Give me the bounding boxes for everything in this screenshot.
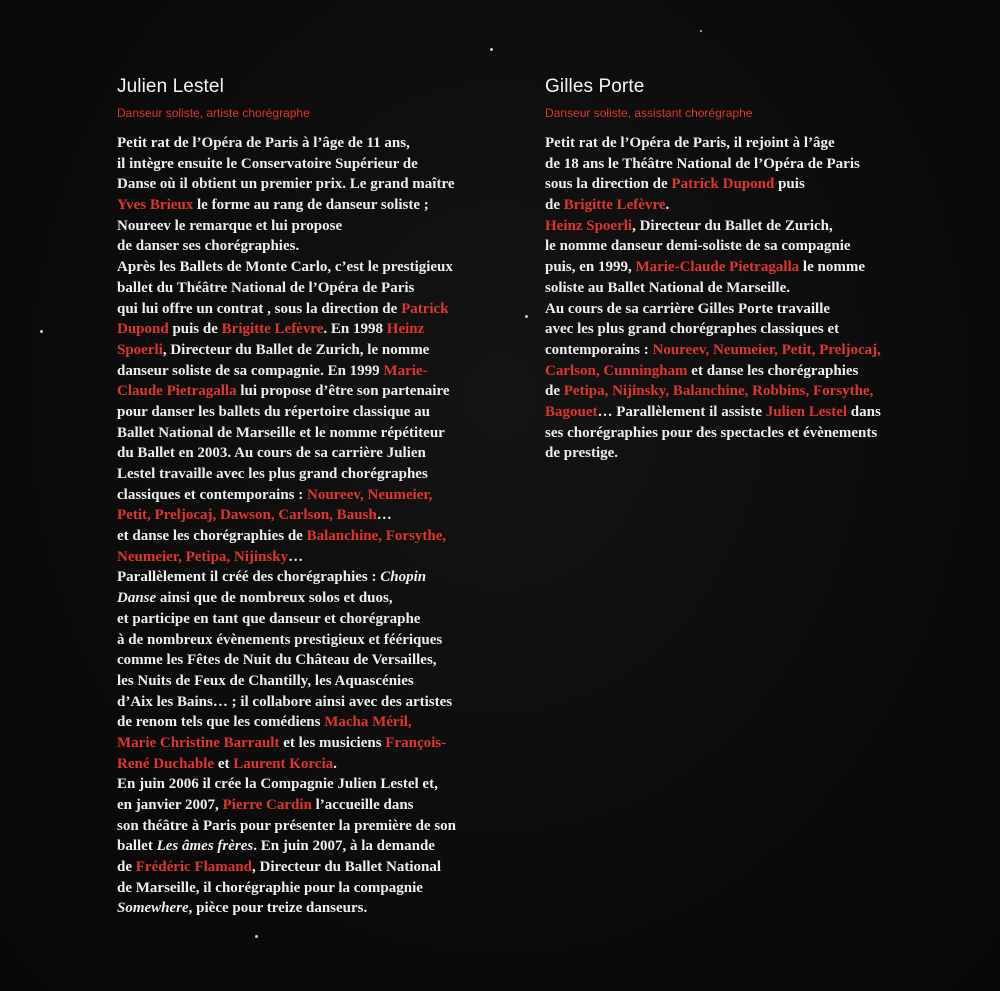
highlighted-name: Patrick Dupond <box>671 176 775 193</box>
text-segment: . En 1998 <box>323 321 387 338</box>
bio-line <box>545 443 945 464</box>
text-segment: de renom tels que les comédiens <box>117 714 325 731</box>
text-segment: ses chorégraphies pour des spectacles et évènements <box>545 424 878 441</box>
bio-line <box>545 236 945 257</box>
text-segment: le nomme <box>799 259 865 276</box>
text-segment: de prestige. <box>545 445 619 462</box>
bio-line <box>117 361 497 382</box>
bio-line <box>117 443 497 464</box>
scan-speck <box>490 48 493 51</box>
text-segment: … <box>288 548 304 565</box>
text-segment: Lestel travaille avec les plus grand chorégraphes <box>117 466 428 482</box>
bio-line <box>117 195 497 216</box>
highlighted-name: Yves Brieux <box>117 197 194 214</box>
highlighted-name: François- <box>385 734 447 751</box>
highlighted-name: Balanchine, Forsythe, <box>306 528 447 545</box>
text-segment: … <box>376 507 392 524</box>
text-segment: lui propose d’être son partenaire <box>236 383 450 400</box>
text-segment: d’Aix les Bains… ; il collabore ainsi avec des artistes <box>117 693 453 710</box>
bio-line <box>117 878 497 899</box>
bio-line <box>117 857 497 878</box>
bio-line <box>117 154 497 175</box>
bio-line <box>117 671 497 692</box>
highlighted-name: Petit, Preljocaj, Dawson, Carlson, Baush <box>117 507 377 524</box>
bio-line <box>117 423 497 444</box>
bio-line <box>545 423 945 444</box>
bio-line <box>117 816 497 837</box>
text-segment: puis de <box>168 321 222 338</box>
bio-line <box>117 712 497 733</box>
text-segment: le forme au rang de danseur soliste ; <box>193 197 429 214</box>
highlighted-name: Marie- <box>383 362 428 379</box>
bio-line <box>117 754 497 775</box>
bio-line <box>545 257 945 278</box>
bio-line <box>117 609 497 630</box>
highlighted-name: Claude Pietragalla <box>117 383 237 400</box>
biography-text <box>117 133 497 919</box>
text-segment: comme les Fêtes de Nuit du Château de Versailles, <box>117 652 437 669</box>
text-segment: son théâtre à Paris pour présenter la première de son <box>117 817 456 834</box>
text-segment: avec les plus grand chorégraphes classiques et <box>545 321 840 338</box>
text-segment: Après les Ballets de Monte Carlo, c’est le prestigieux <box>117 259 453 276</box>
text-segment: en janvier 2007, <box>117 797 223 813</box>
text-segment: Au cours de sa carrière Gilles Porte travaille <box>545 300 831 317</box>
text-segment: de <box>545 197 564 214</box>
text-segment: du Ballet en 2003. Au cours de sa carrière Julien <box>117 445 426 462</box>
text-segment: de Marseille, il chorégraphie pour la compagnie <box>117 879 423 896</box>
dancer-name: Gilles Porte <box>545 76 645 97</box>
text-segment: de 18 ans le Théâtre National de l’Opéra de Paris <box>545 155 860 172</box>
text-segment: Parallèlement il créé des chorégraphies : <box>117 569 381 586</box>
highlighted-name: Noureev, Neumeier, <box>307 486 433 503</box>
text-segment: et danse les chorégraphies de <box>117 528 307 545</box>
bio-line <box>117 567 497 588</box>
highlighted-name: Patrick <box>401 300 449 317</box>
bio-line <box>117 340 497 361</box>
bio-line <box>545 340 945 361</box>
text-segment: Ballet National de Marseille et le nomme répétiteur <box>117 424 445 441</box>
bio-line <box>117 795 497 816</box>
highlighted-name: Macha Méril, <box>324 714 412 731</box>
text-segment: classiques et contemporains : <box>117 486 307 503</box>
bio-line <box>545 299 945 320</box>
text-segment: de danser ses chorégraphies. <box>117 238 300 255</box>
bio-julien-lestel <box>117 76 497 919</box>
bio-line <box>545 174 945 195</box>
biography-text <box>545 133 945 464</box>
text-segment: soliste au Ballet National de Marseille. <box>545 279 790 296</box>
bio-line <box>117 257 497 278</box>
bio-line <box>117 630 497 651</box>
text-segment: Petit rat de l’Opéra de Paris à l’âge de 11 ans, <box>117 135 410 151</box>
highlighted-name: Heinz <box>386 321 425 338</box>
bio-line <box>117 733 497 754</box>
scan-speck <box>700 30 702 32</box>
italic-title: Les âmes frères <box>156 838 254 855</box>
text-segment: de <box>545 383 564 400</box>
highlighted-name: Neumeier, Petipa, Nijinsky <box>117 548 289 565</box>
bio-line <box>117 526 497 547</box>
bio-line <box>117 836 497 857</box>
text-segment: , pièce pour treize danseurs. <box>188 900 368 917</box>
highlighted-name: Brigitte Lefèvre <box>221 321 324 338</box>
bio-line <box>545 381 945 402</box>
bio-line <box>117 278 497 299</box>
bio-line <box>545 133 945 154</box>
scan-speck <box>255 935 258 938</box>
text-segment: les Nuits de Feux de Chantilly, les Aquascénies <box>117 672 414 689</box>
highlighted-name: Heinz Spoerli <box>545 217 633 234</box>
text-segment: à de nombreux évènements prestigieux et féériques <box>117 631 443 648</box>
highlighted-name: Bagouet <box>545 403 598 420</box>
italic-title: Danse <box>117 590 157 607</box>
highlighted-name: Carlson, Cunningham <box>545 362 688 379</box>
highlighted-name: Laurent Korcia <box>233 755 334 772</box>
text-segment: et <box>214 755 234 772</box>
text-segment: puis <box>774 176 805 193</box>
highlighted-name: Pierre Cardin <box>222 797 312 813</box>
text-segment: qui lui offre un contrat , sous la direction de <box>117 300 402 317</box>
text-segment: , Directeur du Ballet de Zurich, le nomme <box>162 341 430 358</box>
italic-title: Somewhere <box>117 900 189 917</box>
dancer-name: Julien Lestel <box>117 76 224 97</box>
text-segment: Petit rat de l’Opéra de Paris, il rejoint à l’âge <box>545 135 835 151</box>
bio-line <box>117 464 497 485</box>
text-segment: le nomme danseur demi-soliste de sa compagnie <box>545 238 851 255</box>
bio-line <box>117 299 497 320</box>
text-segment: dans <box>847 403 881 420</box>
text-segment: l’accueille dans <box>311 797 414 813</box>
bio-line <box>117 588 497 609</box>
bio-line <box>117 402 497 423</box>
text-segment: Danse où il obtient un premier prix. Le grand maître <box>117 176 455 193</box>
text-segment: ainsi que de nombreux solos et duos, <box>156 590 393 607</box>
text-segment: puis, en 1999, <box>545 259 636 276</box>
text-segment: et danse les chorégraphies <box>687 362 859 379</box>
scan-speck <box>525 315 528 318</box>
text-segment: Noureev le remarque et lui propose <box>117 217 343 234</box>
text-segment: et les musiciens <box>279 734 386 751</box>
bio-line <box>545 319 945 340</box>
text-segment: ballet <box>117 838 157 855</box>
text-segment: danseur soliste de sa compagnie. En 1999 <box>117 362 384 379</box>
text-segment: contemporains : <box>545 341 653 358</box>
highlighted-name: Dupond <box>117 321 169 338</box>
bio-line <box>117 236 497 257</box>
bio-line <box>117 319 497 340</box>
highlighted-name: Spoerli <box>117 341 163 358</box>
text-segment: . <box>333 755 337 772</box>
text-segment: et participe en tant que danseur et chorégraphe <box>117 610 421 627</box>
text-segment: En juin 2006 il crée la Compagnie Julien Lestel et, <box>117 776 438 793</box>
bio-line <box>117 133 497 154</box>
highlighted-name: Marie-Claude Pietragalla <box>635 259 800 276</box>
bio-gilles-porte <box>545 76 945 464</box>
bio-line <box>545 278 945 299</box>
bio-line <box>117 547 497 568</box>
bio-line <box>117 216 497 237</box>
text-segment: . <box>665 197 670 214</box>
dancer-role: Danseur soliste, assistant chorégraphe <box>545 106 753 120</box>
bio-line <box>117 650 497 671</box>
text-segment: ballet du Théâtre National de l’Opéra de Paris <box>117 279 415 296</box>
highlighted-name: Frédéric Flamand <box>135 859 252 876</box>
bio-line <box>117 505 497 526</box>
bio-line <box>545 361 945 382</box>
highlighted-name: Petipa, Nijinsky, Balanchine, Robbins, Forsythe, <box>563 383 874 400</box>
text-segment: de <box>117 859 136 876</box>
bio-line <box>117 174 497 195</box>
bio-line <box>545 216 945 237</box>
highlighted-name: René Duchable <box>117 755 215 772</box>
text-segment: … Parallèlement il assiste <box>597 403 766 420</box>
bio-line <box>117 898 497 919</box>
highlighted-name: Marie Christine Barrault <box>117 734 280 751</box>
text-segment: il intègre ensuite le Conservatoire Supérieur de <box>117 155 418 172</box>
bio-line <box>545 402 945 423</box>
scan-speck <box>40 330 43 333</box>
text-segment: , Directeur du Ballet National <box>251 859 442 876</box>
dancer-role: Danseur soliste, artiste chorégraphe <box>117 106 310 120</box>
bio-line <box>545 154 945 175</box>
highlighted-name: Noureev, Neumeier, Petit, Preljocaj, <box>652 341 881 358</box>
text-segment: sous la direction de <box>545 176 672 193</box>
bio-line <box>545 195 945 216</box>
text-segment: , Directeur du Ballet de Zurich, <box>632 217 833 234</box>
highlighted-name: Julien Lestel <box>765 403 848 420</box>
text-segment: pour danser les ballets du répertoire classique au <box>117 403 430 420</box>
italic-title: Chopin <box>380 569 427 586</box>
bio-line <box>117 774 497 795</box>
bio-line <box>117 692 497 713</box>
highlighted-name: Brigitte Lefèvre <box>563 197 666 214</box>
bio-line <box>117 381 497 402</box>
bio-line <box>117 485 497 506</box>
text-segment: . En juin 2007, à la demande <box>253 838 435 855</box>
